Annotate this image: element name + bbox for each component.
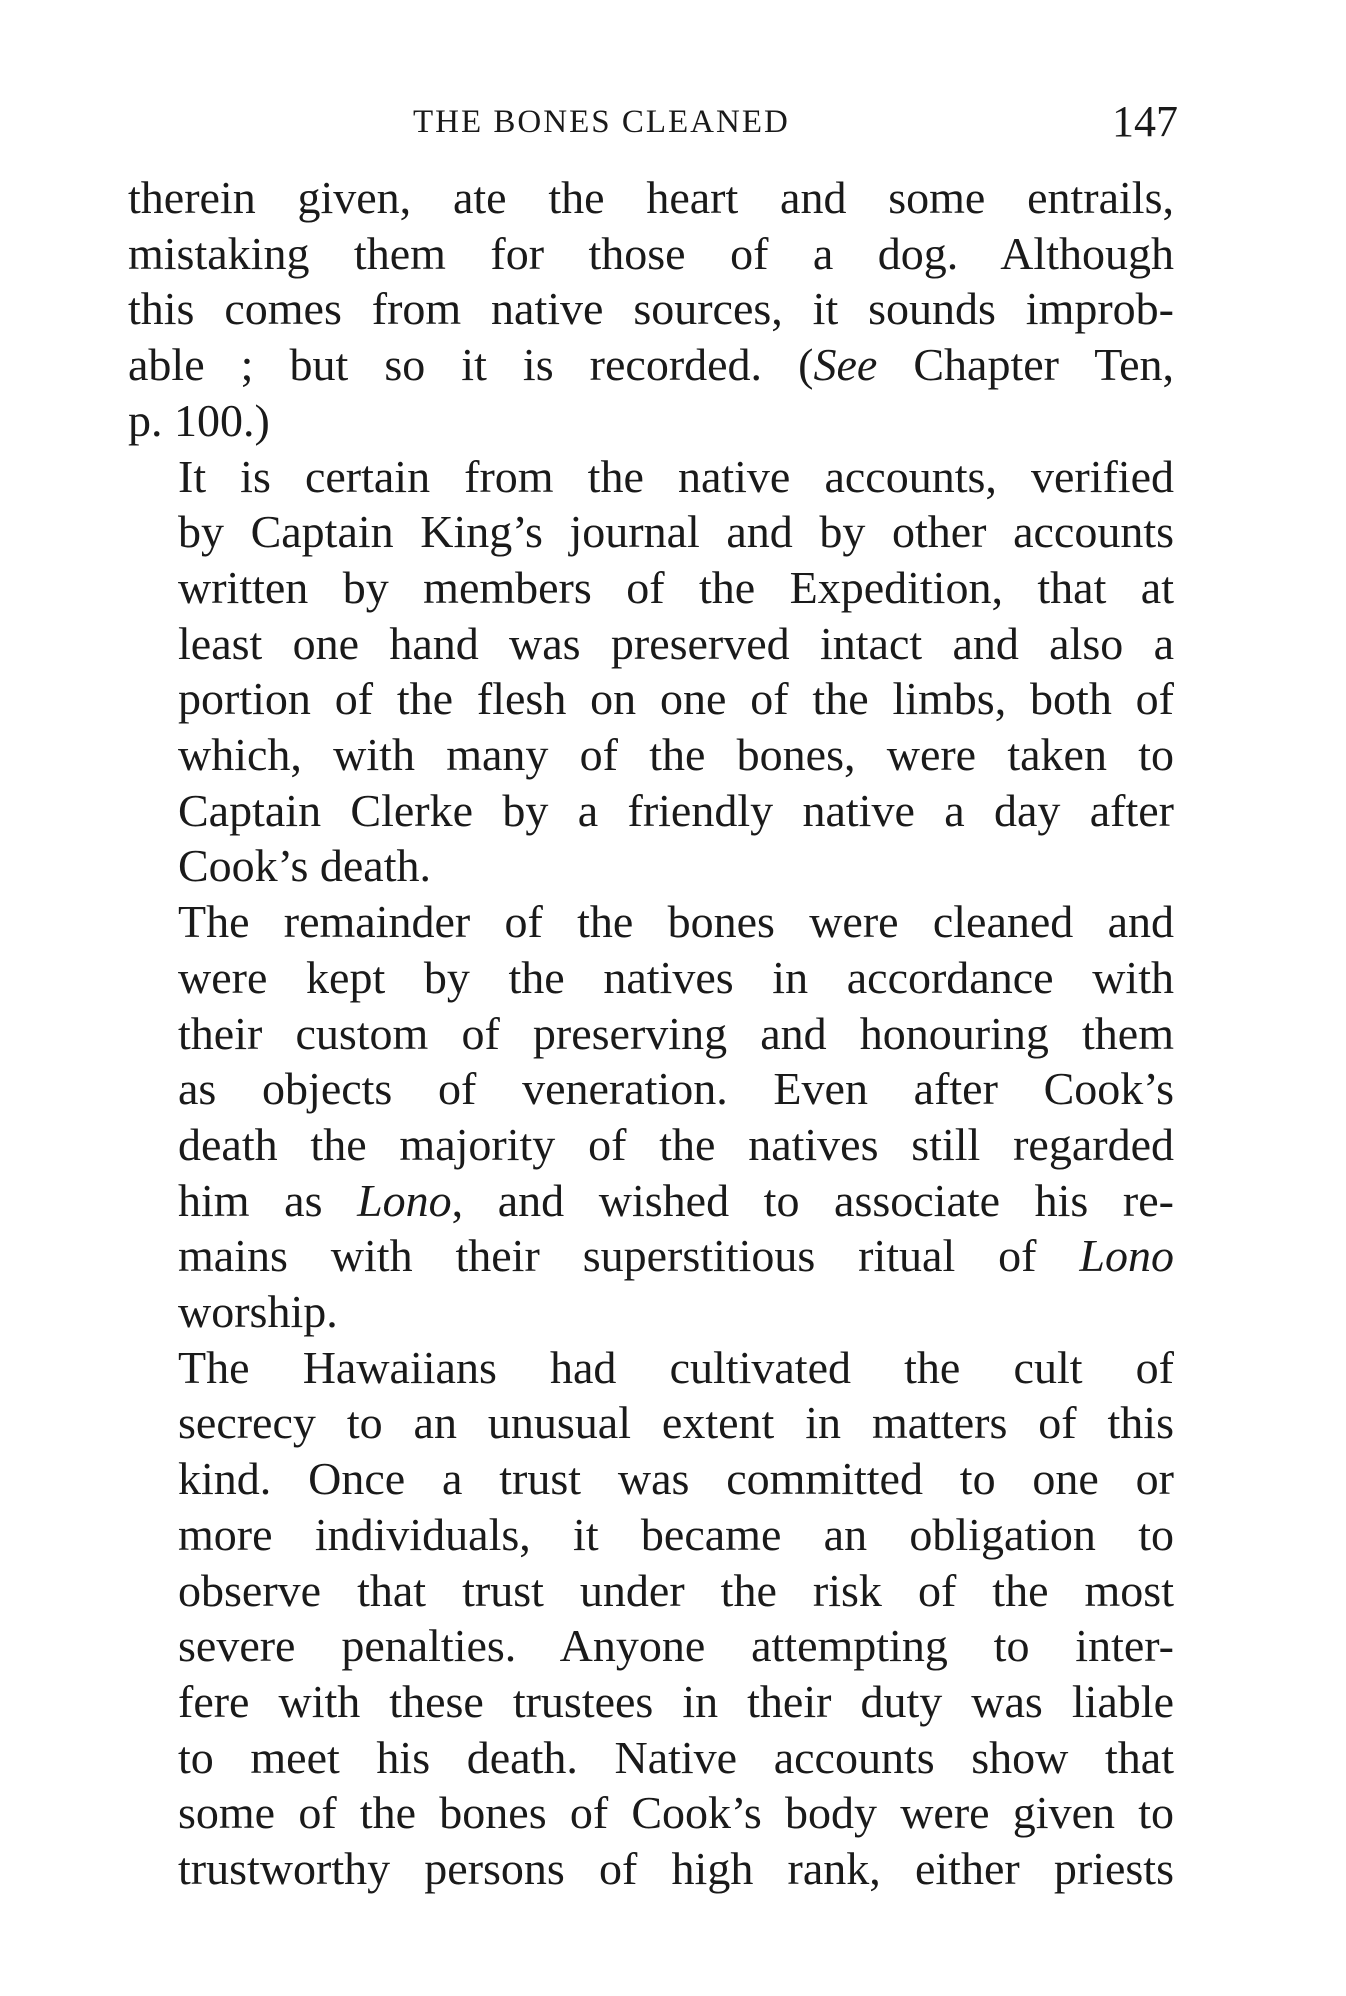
text-line: therein given, ate the heart and some entrails, (128, 172, 1174, 223)
text-line: by Captain King’s journal and by other accounts (178, 506, 1174, 558)
paragraph (128, 1340, 1174, 1897)
text-line: able ; but so it is recorded. (See Chapter Ten, (128, 339, 1175, 391)
paragraph (128, 449, 1174, 895)
text-line: The remainder of the bones were cleaned and (178, 896, 1174, 948)
text-line: It is certain from the native accounts, verified (178, 450, 1174, 502)
text-line: him as Lono, and wished to associate his re- (178, 1174, 1174, 1226)
body-text (128, 170, 1174, 1897)
text-line: written by members of the Expedition, that at (178, 561, 1174, 613)
text-line: as objects of veneration. Even after Cook’s (178, 1063, 1174, 1115)
text-line: Captain Clerke by a friendly native a day after (178, 784, 1174, 836)
text-line: which, with many of the bones, were taken to (178, 729, 1174, 781)
text-line: mains with their superstitious ritual of Lono (178, 1230, 1174, 1282)
text-line: mistaking them for those of a dog. Although (128, 227, 1174, 279)
text-line: death the majority of the natives still regarded (178, 1118, 1174, 1170)
text-line: observe that trust under the risk of the most (178, 1564, 1174, 1616)
text-line: p. 100.) (128, 394, 270, 446)
text-line: to meet his death. Native accounts show that (178, 1731, 1174, 1783)
text-line: were kept by the natives in accordance with (178, 951, 1174, 1003)
running-head (128, 92, 1178, 152)
text-line: least one hand was preserved intact and also a (178, 617, 1174, 669)
text-line: The Hawaiians had cultivated the cult of (178, 1341, 1174, 1393)
text-line: severe penalties. Anyone attempting to inter- (178, 1620, 1174, 1672)
page-number: 147 (1112, 97, 1178, 146)
text-line: this comes from native sources, it sounds improb- (128, 283, 1174, 335)
text-line: Cook’s death. (178, 840, 431, 892)
text-line: fere with these trustees in their duty was liable (178, 1675, 1174, 1727)
text-line: kind. Once a trust was committed to one or (178, 1453, 1174, 1505)
text-line: more individuals, it became an obligation to (178, 1508, 1174, 1560)
paragraph-continued (128, 170, 1174, 449)
text-line: secrecy to an unusual extent in matters of this (178, 1397, 1174, 1449)
text-line: their custom of preserving and honouring them (178, 1007, 1174, 1059)
text-line: trustworthy persons of high rank, either priests (178, 1843, 1174, 1895)
text-line: worship. (178, 1286, 338, 1338)
text-line: portion of the flesh on one of the limbs, both of (178, 673, 1174, 725)
running-title: THE BONES CLEANED (413, 104, 790, 140)
paragraph (128, 894, 1174, 1340)
text-line: some of the bones of Cook’s body were given to (178, 1787, 1174, 1839)
